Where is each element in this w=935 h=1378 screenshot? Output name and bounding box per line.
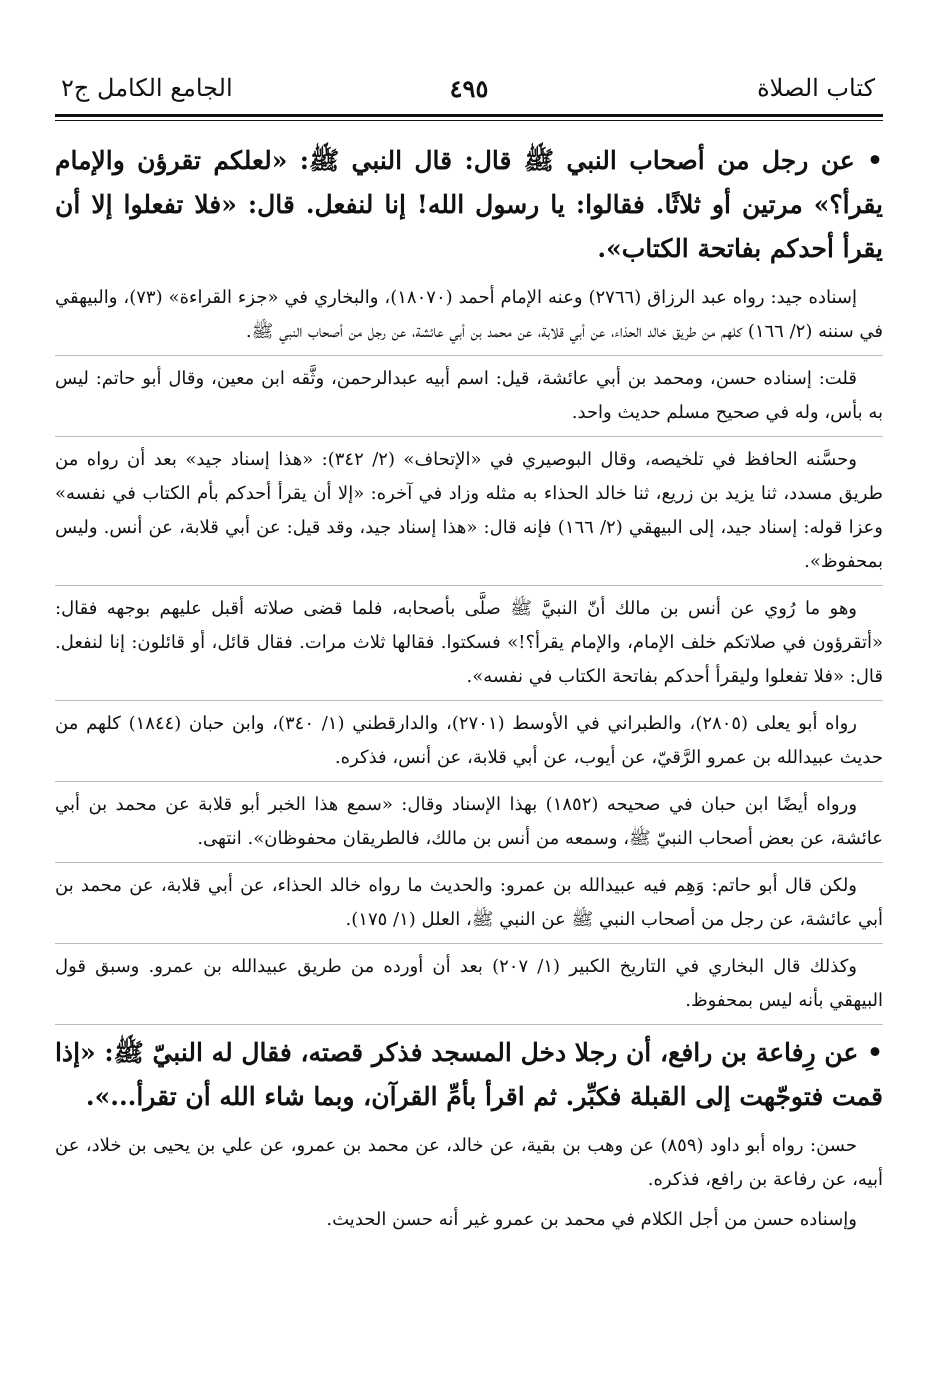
page-body [55, 139, 883, 1237]
note-paragraph: وإسناده حسن من أجل الكلام في محمد بن عمرو غير أنه حسن الحديث. [326, 1209, 857, 1230]
note-paragraph: إسناده جيد: رواه عبد الرزاق (٢٧٦٦) وعنه الإمام أحمد (١٨٠٧٠)، والبخاري في «جزء القراءة» (٧٣)، والبيهقي في سننه (٢/ ١٦٦) كلهم من طريق خالد الحذاء، عن أبي قلابة، عن محمد بن أبي عائشة، عن رجل من أصحاب النبي ﷺ. [55, 287, 883, 342]
note-paragraph: قلت: إسناده حسن، ومحمد بن أبي عائشة، قيل: اسم أبيه عبدالرحمن، وثَّقه ابن معين، وقال أبو حاتم: ليس به بأس، وله في صحيح مسلم حديث واحد. [55, 368, 883, 423]
divider [55, 862, 883, 863]
divider [55, 355, 883, 356]
divider [55, 781, 883, 782]
divider [55, 436, 883, 437]
volume-title: الجامع الكامل ج٢ [61, 74, 233, 102]
divider [55, 1024, 883, 1025]
divider [55, 585, 883, 586]
book-title: كتاب الصلاة [757, 74, 875, 102]
hadith-text: • عن رِفاعة بن رافع، أن رجلا دخل المسجد فذكر قصته، فقال له النبيّ ﷺ: «إذا قمت فتوجّهت إلى القبلة فكبِّر. ثم اقرأ بأمِّ القرآن، وبما شاء الله أن تقرأ...». [54, 1038, 883, 1111]
hadith-text: • عن رجل من أصحاب النبي ﷺ قال: قال النبي ﷺ: «لعلكم تقرؤن والإمام يقرأ؟» مرتين أو ثلاثًا. فقالوا: يا رسول الله! إنا لنفعل. قال: «فلا تفعلوا إلا أن يقرأ أحدكم بفاتحة الكتاب». [55, 146, 883, 263]
divider [55, 700, 883, 701]
page-number: ٤٩٥ [449, 74, 489, 103]
divider [55, 943, 883, 944]
note-paragraph: رواه أبو يعلى (٢٨٠٥)، والطبراني في الأوسط (٢٧٠١)، والدارقطني (١/ ٣٤٠)، وابن حبان (١٨٤٤) كلهم من حديث عبيدالله بن عمرو الرَّقيّ، عن أيوب، عن أبي قلابة، عن أنس، فذكره. [55, 713, 883, 768]
note-paragraph: حسن: رواه أبو داود (٨٥٩) عن وهب بن بقية، عن خالد، عن محمد بن عمرو، عن علي بن يحيى بن خلاد، عن أبيه، عن رفاعة بن رافع، فذكره. [55, 1135, 883, 1190]
note-paragraph: وحسَّنه الحافظ في تلخيصه، وقال البوصيري في «الإتحاف» (٢/ ٣٤٢): «هذا إسناد جيد» بعد أن رواه من طريق مسدد، ثنا يزيد بن زريع، ثنا خالد الحذاء به مثله وزاد في آخره: «إلا أن يقرأ أحدكم بأم الكتاب في نفسه» وعزا قوله: إسناد جيد، إلى البيهقي (٢/ ١٦٦) فإنه قال: «هذا إسناد جيد، وقد قيل: عن أبي قلابة، عن أنس. وليس بمحفوظ». [55, 449, 883, 572]
note-paragraph: ولكن قال أبو حاتم: وَهِم فيه عبيدالله بن عمرو: والحديث ما رواه خالد الحذاء، عن أبي قلابة، عن محمد بن أبي عائشة، عن رجل من أصحاب النبي ﷺ عن النبي ﷺ، العلل (١/ ١٧٥). [55, 875, 883, 930]
note-paragraph: ورواه أيضًا ابن حبان في صحيحه (١٨٥٢) بهذا الإسناد وقال: «سمع هذا الخبر أبو قلابة عن محمد بن أبي عائشة، عن بعض أصحاب النبيّ ﷺ، وسمعه من أنس بن مالك، فالطريقان محفوظان». انتهى. [55, 794, 883, 849]
header-rule-thin [55, 120, 883, 121]
page-header [55, 66, 883, 112]
note-paragraph: وهو ما رُوي عن أنس بن مالك أنّ النبيَّ ﷺ صلَّى بأصحابه، فلما قضى صلاته أقبل عليهم بوجهه فقال: «أتقرؤون في صلاتكم خلف الإمام، والإمام يقرأ؟!» فسكتوا. فقالها ثلاث مرات. فقال قائل، أو قائلون: إنا لنفعل. قال: «فلا تفعلوا وليقرأ أحدكم بفاتحة الكتاب في نفسه». [55, 598, 883, 687]
header-rule-thick [55, 114, 883, 117]
note-paragraph: وكذلك قال البخاري في التاريخ الكبير (١/ ٢٠٧) بعد أن أورده من طريق عبيدالله بن عمرو. وسبق قول البيهقي بأنه ليس بمحفوظ. [55, 956, 883, 1011]
